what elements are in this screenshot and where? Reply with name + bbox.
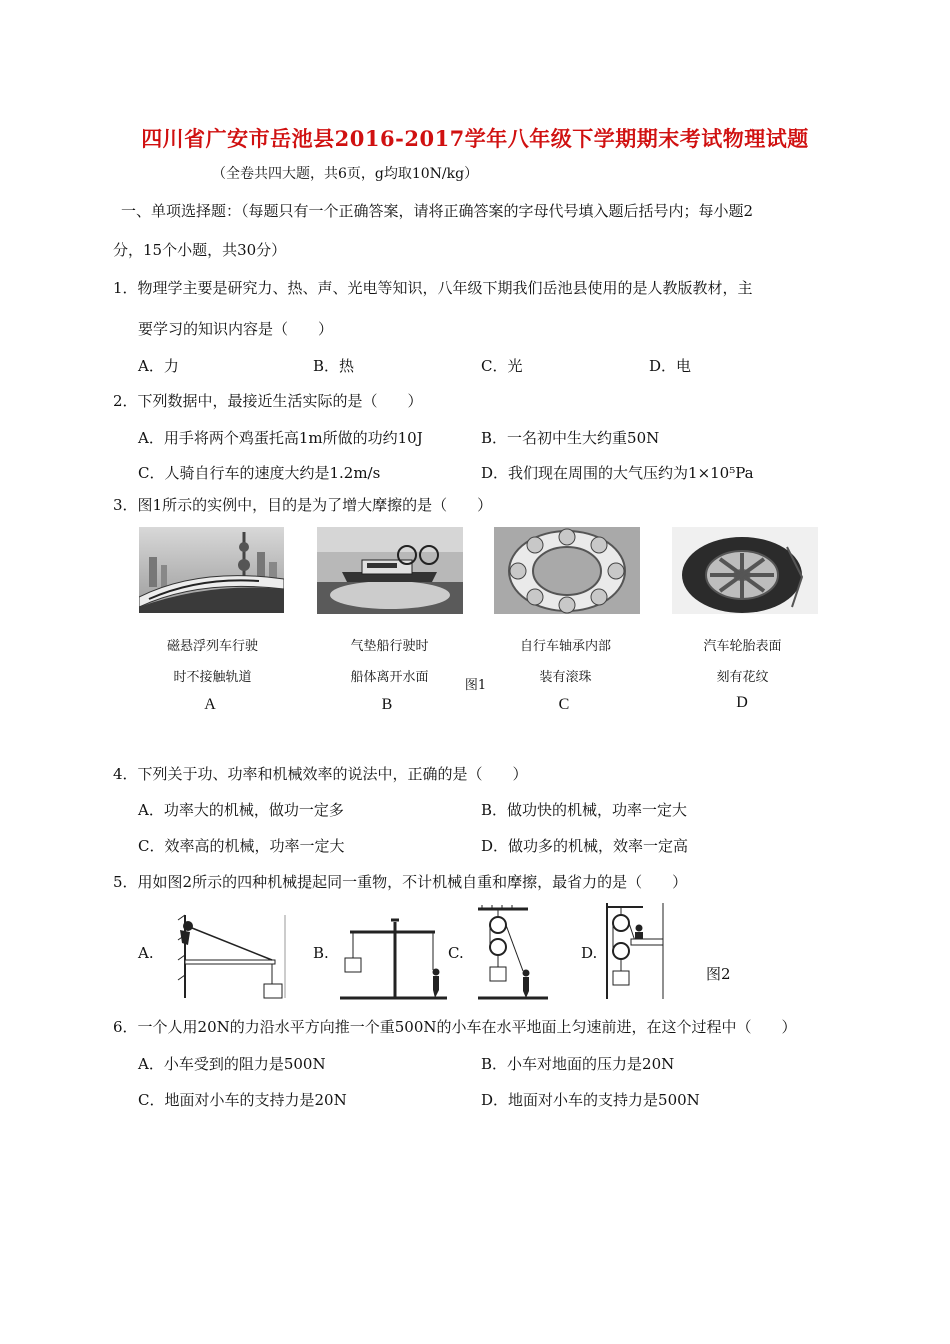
q4-option-c: C．效率高的机械，功率一定大 xyxy=(138,837,345,855)
q6-option-c: C．地面对小车的支持力是20N xyxy=(138,1091,347,1109)
hovercraft-photo xyxy=(317,527,463,614)
q2-option-a: A．用手将两个鸡蛋托高1m所做的功约10J xyxy=(138,429,423,447)
exam-subtitle: （全卷共四大题，共6页，g均取10N/kg） xyxy=(212,166,479,182)
fig1-caption-a-line2: 时不接触轨道 xyxy=(173,670,252,685)
fixed-pulley-diagram-b xyxy=(335,910,450,1002)
q2-option-c: C．人骑自行车的速度大约是1.2m/s xyxy=(138,464,381,482)
figure2-label: 图2 xyxy=(706,965,731,983)
pulley-block-diagram-c xyxy=(468,903,558,1001)
q2-option-b: B．一名初中生大约重50N xyxy=(481,429,660,447)
q6-option-b: B．小车对地面的压力是20N xyxy=(481,1055,675,1073)
q6-option-d: D．地面对小车的支持力是500N xyxy=(481,1091,700,1109)
pulley-combo-diagram-d xyxy=(603,901,668,1003)
car-tire-photo xyxy=(672,527,818,614)
figure1-label: 图1 xyxy=(464,678,487,693)
fig1-caption-d-line2: 刻有花纹 xyxy=(716,670,769,685)
q1-option-c: C．光 xyxy=(481,357,523,375)
q3-stem: 3．图1所示的实例中，目的是为了增大摩擦的是（ ） xyxy=(113,496,493,514)
fig2-label-c: C. xyxy=(448,944,464,962)
q6-option-a: A．小车受到的阻力是500N xyxy=(138,1055,326,1073)
exam-title: 四川省广安市岳池县2016-2017学年八年级下学期期末考试物理试题 xyxy=(141,126,809,151)
fig1-caption-a-line1: 磁悬浮列车行驶 xyxy=(166,639,258,654)
fig1-caption-b-line1: 气垫船行驶时 xyxy=(350,639,429,654)
section1-instructions-line1: 一、单项选择题：（每题只有一个正确答案，请将正确答案的字母代号填入题后括号内；每小题2 xyxy=(121,202,754,220)
fig1-caption-b-line2: 船体离开水面 xyxy=(350,670,429,685)
q4-stem: 4．下列关于功、功率和机械效率的说法中，正确的是（ ） xyxy=(113,765,528,783)
fig2-label-b: B. xyxy=(313,944,329,962)
q4-option-b: B．做功快的机械，功率一定大 xyxy=(481,801,688,819)
fig2-label-a: A. xyxy=(138,944,154,962)
fig1-letter-d: D xyxy=(736,694,748,711)
q1-stem-line1: 1．物理学主要是研究力、热、声、光电等知识，八年级下期我们岳池县使用的是人教版教材，主 xyxy=(113,279,753,297)
q4-option-a: A．功率大的机械，做功一定多 xyxy=(138,801,344,819)
q1-option-a: A．力 xyxy=(138,357,179,375)
fig1-letter-a: A xyxy=(204,696,216,713)
q2-stem: 2．下列数据中，最接近生活实际的是（ ） xyxy=(113,392,423,410)
fig1-letter-c: C xyxy=(558,696,570,713)
q1-option-d: D．电 xyxy=(649,357,692,375)
maglev-train-photo xyxy=(139,527,284,613)
fig1-caption-d-line1: 汽车轮胎表面 xyxy=(703,639,782,654)
q2-option-d: D．我们现在周围的大气压约为1×10⁵Pa xyxy=(481,464,754,482)
q6-stem: 6．一个人用20N的力沿水平方向推一个重500N的小车在水平地面上匀速前进，在这个过程中（ ） xyxy=(113,1018,797,1036)
lever-diagram-a xyxy=(160,910,290,1002)
ball-bearing-photo xyxy=(494,527,640,614)
section1-instructions-line2: 分，15个小题，共30分） xyxy=(113,241,287,259)
q5-stem: 5．用如图2所示的四种机械提起同一重物，不计机械自重和摩擦，最省力的是（ ） xyxy=(113,873,688,891)
fig1-caption-c-line2: 装有滚珠 xyxy=(539,670,592,685)
q4-option-d: D．做功多的机械，效率一定高 xyxy=(481,837,689,855)
fig1-letter-b: B xyxy=(381,696,393,713)
fig2-label-d: D. xyxy=(581,944,598,962)
fig1-caption-c-line1: 自行车轴承内部 xyxy=(519,639,611,654)
q1-option-b: B．热 xyxy=(313,357,355,375)
q1-stem-line2: 要学习的知识内容是（ ） xyxy=(138,320,334,338)
